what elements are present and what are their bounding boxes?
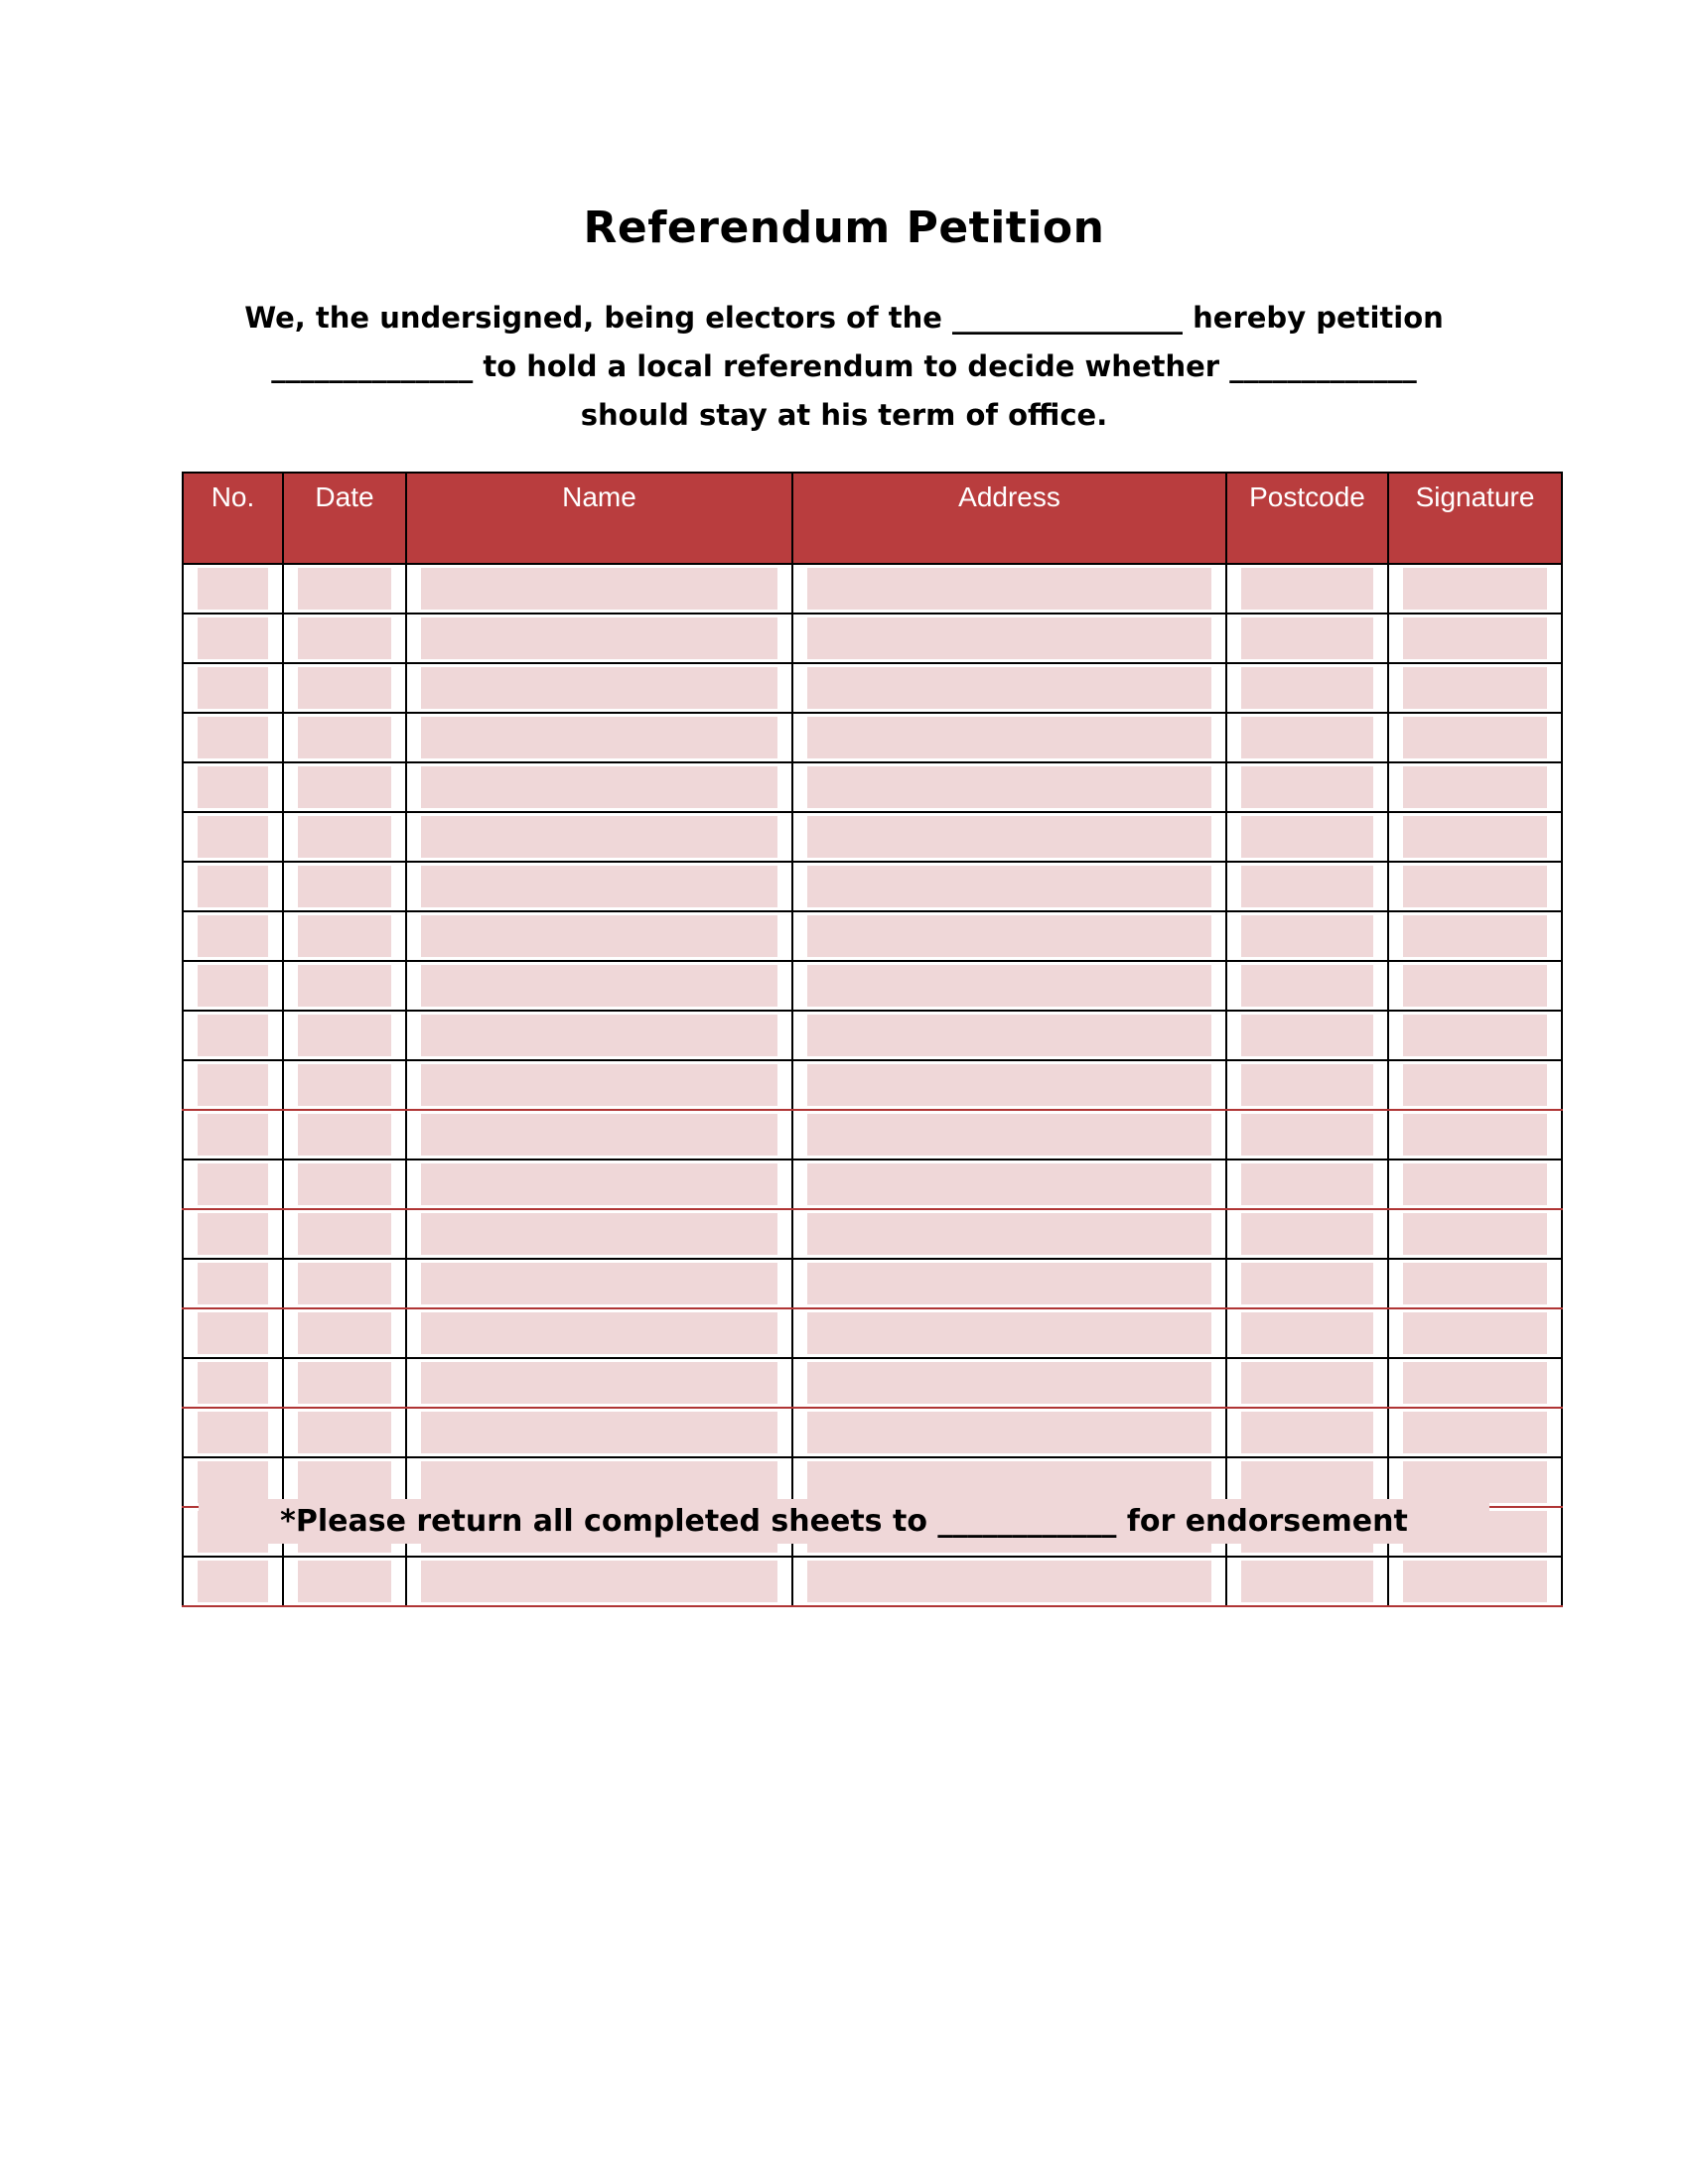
signature-entry-field[interactable] — [1403, 1362, 1547, 1404]
date-entry-field[interactable] — [298, 1064, 391, 1106]
cell-date — [283, 1557, 406, 1606]
column-header-address: Address — [792, 473, 1226, 564]
postcode-entry-field[interactable] — [1241, 667, 1373, 709]
cell-no — [183, 1209, 283, 1259]
cell-signature — [1388, 1557, 1562, 1606]
name-entry-field[interactable] — [421, 1412, 777, 1453]
no-entry-field[interactable] — [198, 1213, 268, 1255]
name-entry-field[interactable] — [421, 816, 777, 858]
petition-statement-line: We, the undersigned, being electors of the ________________ hereby petition — [244, 301, 1444, 335]
date-entry-field[interactable] — [298, 1015, 391, 1056]
cell-name — [406, 961, 792, 1011]
no-entry-field[interactable] — [198, 1312, 268, 1354]
postcode-entry-field[interactable] — [1241, 1114, 1373, 1156]
name-entry-field[interactable] — [421, 1064, 777, 1106]
signature-entry-field[interactable] — [1403, 1163, 1547, 1205]
name-entry-field[interactable] — [421, 1163, 777, 1205]
cell-postcode — [1226, 614, 1388, 663]
name-entry-field[interactable] — [421, 568, 777, 610]
signature-entry-field[interactable] — [1403, 1213, 1547, 1255]
postcode-entry-field[interactable] — [1241, 965, 1373, 1007]
postcode-entry-field[interactable] — [1241, 1263, 1373, 1304]
postcode-entry-field[interactable] — [1241, 717, 1373, 758]
table-row — [183, 1557, 1562, 1606]
address-entry-field[interactable] — [807, 717, 1211, 758]
cell-date — [283, 614, 406, 663]
name-entry-field[interactable] — [421, 1461, 777, 1503]
cell-address — [792, 713, 1226, 762]
cell-postcode — [1226, 812, 1388, 862]
name-entry-field[interactable] — [421, 1362, 777, 1404]
date-entry-field[interactable] — [298, 717, 391, 758]
signature-entry-field[interactable] — [1403, 1461, 1547, 1503]
cell-date — [283, 1308, 406, 1358]
cell-address — [792, 1358, 1226, 1408]
cell-address — [792, 1160, 1226, 1209]
cell-postcode — [1226, 762, 1388, 812]
cell-signature — [1388, 1011, 1562, 1060]
cell-name — [406, 1160, 792, 1209]
signature-entry-field[interactable] — [1403, 568, 1547, 610]
cell-no — [183, 1358, 283, 1408]
address-entry-field[interactable] — [807, 1461, 1211, 1503]
no-entry-field[interactable] — [198, 766, 268, 808]
name-entry-field[interactable] — [421, 915, 777, 957]
date-entry-field[interactable] — [298, 1312, 391, 1354]
address-entry-field[interactable] — [807, 568, 1211, 610]
address-entry-field[interactable] — [807, 1163, 1211, 1205]
column-header-date: Date — [283, 473, 406, 564]
cell-address — [792, 961, 1226, 1011]
table-row — [183, 1160, 1562, 1209]
cell-signature — [1388, 1110, 1562, 1160]
address-entry-field[interactable] — [807, 1263, 1211, 1304]
cell-address — [792, 862, 1226, 911]
cell-address — [792, 564, 1226, 614]
postcode-entry-field[interactable] — [1241, 1213, 1373, 1255]
name-entry-field[interactable] — [421, 1561, 777, 1602]
cell-address — [792, 762, 1226, 812]
cell-no — [183, 663, 283, 713]
cell-no — [183, 762, 283, 812]
cell-postcode — [1226, 1557, 1388, 1606]
date-entry-field[interactable] — [298, 1213, 391, 1255]
cell-date — [283, 1160, 406, 1209]
cell-postcode — [1226, 1160, 1388, 1209]
no-entry-field[interactable] — [198, 1362, 268, 1404]
date-entry-field[interactable] — [298, 1163, 391, 1205]
cell-date — [283, 1011, 406, 1060]
cell-signature — [1388, 911, 1562, 961]
table-row — [183, 1259, 1562, 1308]
table-row — [183, 1358, 1562, 1408]
cell-postcode — [1226, 663, 1388, 713]
postcode-entry-field[interactable] — [1241, 568, 1373, 610]
cell-name — [406, 1011, 792, 1060]
name-entry-field[interactable] — [421, 965, 777, 1007]
table-header-row — [183, 473, 1562, 564]
cell-signature — [1388, 1408, 1562, 1457]
signature-entry-field[interactable] — [1403, 866, 1547, 907]
address-entry-field[interactable] — [807, 766, 1211, 808]
cell-name — [406, 762, 792, 812]
column-header-name: Name — [406, 473, 792, 564]
cell-address — [792, 1209, 1226, 1259]
cell-signature — [1388, 812, 1562, 862]
table-row — [183, 1308, 1562, 1358]
date-entry-field[interactable] — [298, 816, 391, 858]
table-row — [183, 961, 1562, 1011]
date-entry-field[interactable] — [298, 568, 391, 610]
cell-signature — [1388, 1358, 1562, 1408]
cell-no — [183, 1557, 283, 1606]
cell-address — [792, 1259, 1226, 1308]
no-entry-field[interactable] — [198, 1064, 268, 1106]
address-entry-field[interactable] — [807, 1213, 1211, 1255]
cell-postcode — [1226, 713, 1388, 762]
column-header-signature: Signature — [1388, 473, 1562, 564]
address-entry-field[interactable] — [807, 1362, 1211, 1404]
cell-date — [283, 862, 406, 911]
cell-no — [183, 1308, 283, 1358]
no-entry-field[interactable] — [198, 1412, 268, 1453]
date-entry-field[interactable] — [298, 617, 391, 659]
table-row — [183, 911, 1562, 961]
no-entry-field[interactable] — [198, 1263, 268, 1304]
petition-statement-line: ______________ to hold a local referendum to decide whether _____________ — [271, 349, 1417, 383]
cell-name — [406, 564, 792, 614]
no-entry-field[interactable] — [198, 816, 268, 858]
cell-signature — [1388, 614, 1562, 663]
signature-entry-field[interactable] — [1403, 1114, 1547, 1156]
cell-no — [183, 1408, 283, 1457]
date-entry-field[interactable] — [298, 1412, 391, 1453]
signature-entry-field[interactable] — [1403, 766, 1547, 808]
cell-name — [406, 911, 792, 961]
signature-entry-field[interactable] — [1403, 717, 1547, 758]
postcode-entry-field[interactable] — [1241, 1412, 1373, 1453]
no-entry-field[interactable] — [198, 965, 268, 1007]
cell-no — [183, 1160, 283, 1209]
cell-signature — [1388, 1060, 1562, 1110]
no-entry-field[interactable] — [198, 568, 268, 610]
signature-entry-field[interactable] — [1403, 965, 1547, 1007]
name-entry-field[interactable] — [421, 667, 777, 709]
postcode-entry-field[interactable] — [1241, 1015, 1373, 1056]
cell-date — [283, 961, 406, 1011]
cell-date — [283, 713, 406, 762]
no-entry-field[interactable] — [198, 1114, 268, 1156]
cell-address — [792, 663, 1226, 713]
cell-name — [406, 1358, 792, 1408]
no-entry-field[interactable] — [198, 866, 268, 907]
cell-name — [406, 862, 792, 911]
cell-address — [792, 911, 1226, 961]
address-entry-field[interactable] — [807, 915, 1211, 957]
cell-signature — [1388, 862, 1562, 911]
postcode-entry-field[interactable] — [1241, 1461, 1373, 1503]
no-entry-field[interactable] — [198, 1561, 268, 1602]
address-entry-field[interactable] — [807, 816, 1211, 858]
cell-address — [792, 1110, 1226, 1160]
name-entry-field[interactable] — [421, 866, 777, 907]
cell-postcode — [1226, 1408, 1388, 1457]
petition-statement-line: should stay at his term of office. — [580, 398, 1108, 432]
cell-date — [283, 911, 406, 961]
name-entry-field[interactable] — [421, 617, 777, 659]
table-row — [183, 564, 1562, 614]
cell-signature — [1388, 1308, 1562, 1358]
cell-no — [183, 911, 283, 961]
cell-no — [183, 812, 283, 862]
table-row — [183, 1011, 1562, 1060]
name-entry-field[interactable] — [421, 1213, 777, 1255]
cell-name — [406, 1259, 792, 1308]
cell-date — [283, 1259, 406, 1308]
address-entry-field[interactable] — [807, 866, 1211, 907]
date-entry-field[interactable] — [298, 915, 391, 957]
address-entry-field[interactable] — [807, 617, 1211, 659]
date-entry-field[interactable] — [298, 766, 391, 808]
cell-date — [283, 1358, 406, 1408]
signature-entry-field[interactable] — [1403, 1561, 1547, 1602]
cell-signature — [1388, 1259, 1562, 1308]
table-row — [183, 663, 1562, 713]
signature-entry-field[interactable] — [1403, 816, 1547, 858]
signature-entry-field[interactable] — [1403, 617, 1547, 659]
signature-table — [182, 472, 1563, 1607]
column-header-no: No. — [183, 473, 283, 564]
cell-name — [406, 1408, 792, 1457]
address-entry-field[interactable] — [807, 1412, 1211, 1453]
cell-postcode — [1226, 1259, 1388, 1308]
cell-no — [183, 614, 283, 663]
cell-no — [183, 564, 283, 614]
cell-postcode — [1226, 1011, 1388, 1060]
date-entry-field[interactable] — [298, 965, 391, 1007]
cell-postcode — [1226, 564, 1388, 614]
name-entry-field[interactable] — [421, 766, 777, 808]
address-entry-field[interactable] — [807, 1114, 1211, 1156]
cell-address — [792, 1557, 1226, 1606]
cell-date — [283, 762, 406, 812]
cell-address — [792, 1011, 1226, 1060]
table-row — [183, 1110, 1562, 1160]
postcode-entry-field[interactable] — [1241, 1362, 1373, 1404]
address-entry-field[interactable] — [807, 965, 1211, 1007]
no-entry-field[interactable] — [198, 667, 268, 709]
signature-entry-field[interactable] — [1403, 1015, 1547, 1056]
cell-postcode — [1226, 961, 1388, 1011]
column-header-postcode: Postcode — [1226, 473, 1388, 564]
table-row — [183, 1408, 1562, 1457]
cell-date — [283, 663, 406, 713]
cell-date — [283, 1060, 406, 1110]
page-title: Referendum Petition — [583, 203, 1105, 253]
signature-entry-field[interactable] — [1403, 1263, 1547, 1304]
cell-name — [406, 614, 792, 663]
cell-postcode — [1226, 1060, 1388, 1110]
postcode-entry-field[interactable] — [1241, 766, 1373, 808]
cell-name — [406, 1060, 792, 1110]
cell-date — [283, 564, 406, 614]
cell-name — [406, 1110, 792, 1160]
signature-entry-field[interactable] — [1403, 1064, 1547, 1106]
petition-statement — [199, 294, 1489, 440]
no-entry-field[interactable] — [198, 617, 268, 659]
name-entry-field[interactable] — [421, 717, 777, 758]
cell-signature — [1388, 762, 1562, 812]
address-entry-field[interactable] — [807, 1561, 1211, 1602]
cell-no — [183, 1259, 283, 1308]
no-entry-field[interactable] — [198, 1015, 268, 1056]
date-entry-field[interactable] — [298, 1114, 391, 1156]
cell-date — [283, 1110, 406, 1160]
cell-name — [406, 1308, 792, 1358]
cell-signature — [1388, 961, 1562, 1011]
postcode-entry-field[interactable] — [1241, 1163, 1373, 1205]
no-entry-field[interactable] — [198, 1163, 268, 1205]
date-entry-field[interactable] — [298, 1561, 391, 1602]
cell-name — [406, 663, 792, 713]
table-row — [183, 713, 1562, 762]
cell-no — [183, 1110, 283, 1160]
postcode-entry-field[interactable] — [1241, 1561, 1373, 1602]
date-entry-field[interactable] — [298, 1263, 391, 1304]
address-entry-field[interactable] — [807, 667, 1211, 709]
table-row — [183, 812, 1562, 862]
cell-postcode — [1226, 862, 1388, 911]
cell-address — [792, 812, 1226, 862]
cell-postcode — [1226, 1110, 1388, 1160]
no-entry-field[interactable] — [198, 717, 268, 758]
no-entry-field[interactable] — [198, 1461, 268, 1503]
cell-date — [283, 1408, 406, 1457]
signature-entry-field[interactable] — [1403, 915, 1547, 957]
cell-signature — [1388, 663, 1562, 713]
cell-name — [406, 713, 792, 762]
cell-postcode — [1226, 1308, 1388, 1358]
postcode-entry-field[interactable] — [1241, 816, 1373, 858]
cell-address — [792, 614, 1226, 663]
postcode-entry-field[interactable] — [1241, 1064, 1373, 1106]
cell-signature — [1388, 564, 1562, 614]
date-entry-field[interactable] — [298, 1362, 391, 1404]
table-row — [183, 1209, 1562, 1259]
date-entry-field[interactable] — [298, 866, 391, 907]
name-entry-field[interactable] — [421, 1263, 777, 1304]
name-entry-field[interactable] — [421, 1015, 777, 1056]
cell-postcode — [1226, 911, 1388, 961]
cell-signature — [1388, 713, 1562, 762]
table-row — [183, 614, 1562, 663]
table-row — [183, 762, 1562, 812]
cell-name — [406, 1209, 792, 1259]
name-entry-field[interactable] — [421, 1312, 777, 1354]
cell-name — [406, 812, 792, 862]
date-entry-field[interactable] — [298, 1461, 391, 1503]
cell-no — [183, 713, 283, 762]
cell-address — [792, 1408, 1226, 1457]
signature-entry-field[interactable] — [1403, 667, 1547, 709]
cell-name — [406, 1557, 792, 1606]
date-entry-field[interactable] — [298, 667, 391, 709]
signature-entry-field[interactable] — [1403, 1312, 1547, 1354]
table-body — [183, 564, 1562, 1606]
cell-postcode — [1226, 1358, 1388, 1408]
signature-entry-field[interactable] — [1403, 1412, 1547, 1453]
cell-address — [792, 1060, 1226, 1110]
no-entry-field[interactable] — [198, 915, 268, 957]
name-entry-field[interactable] — [421, 1114, 777, 1156]
postcode-entry-field[interactable] — [1241, 1312, 1373, 1354]
return-instructions: *Please return all completed sheets to ____________ for endorsement — [199, 1499, 1489, 1544]
cell-signature — [1388, 1160, 1562, 1209]
cell-postcode — [1226, 1209, 1388, 1259]
cell-no — [183, 1011, 283, 1060]
postcode-entry-field[interactable] — [1241, 617, 1373, 659]
address-entry-field[interactable] — [807, 1015, 1211, 1056]
cell-date — [283, 1209, 406, 1259]
table-row — [183, 862, 1562, 911]
table-row — [183, 1060, 1562, 1110]
address-entry-field[interactable] — [807, 1064, 1211, 1106]
cell-no — [183, 862, 283, 911]
cell-no — [183, 1060, 283, 1110]
cell-date — [283, 812, 406, 862]
postcode-entry-field[interactable] — [1241, 915, 1373, 957]
postcode-entry-field[interactable] — [1241, 866, 1373, 907]
cell-no — [183, 961, 283, 1011]
cell-signature — [1388, 1209, 1562, 1259]
address-entry-field[interactable] — [807, 1312, 1211, 1354]
cell-address — [792, 1308, 1226, 1358]
